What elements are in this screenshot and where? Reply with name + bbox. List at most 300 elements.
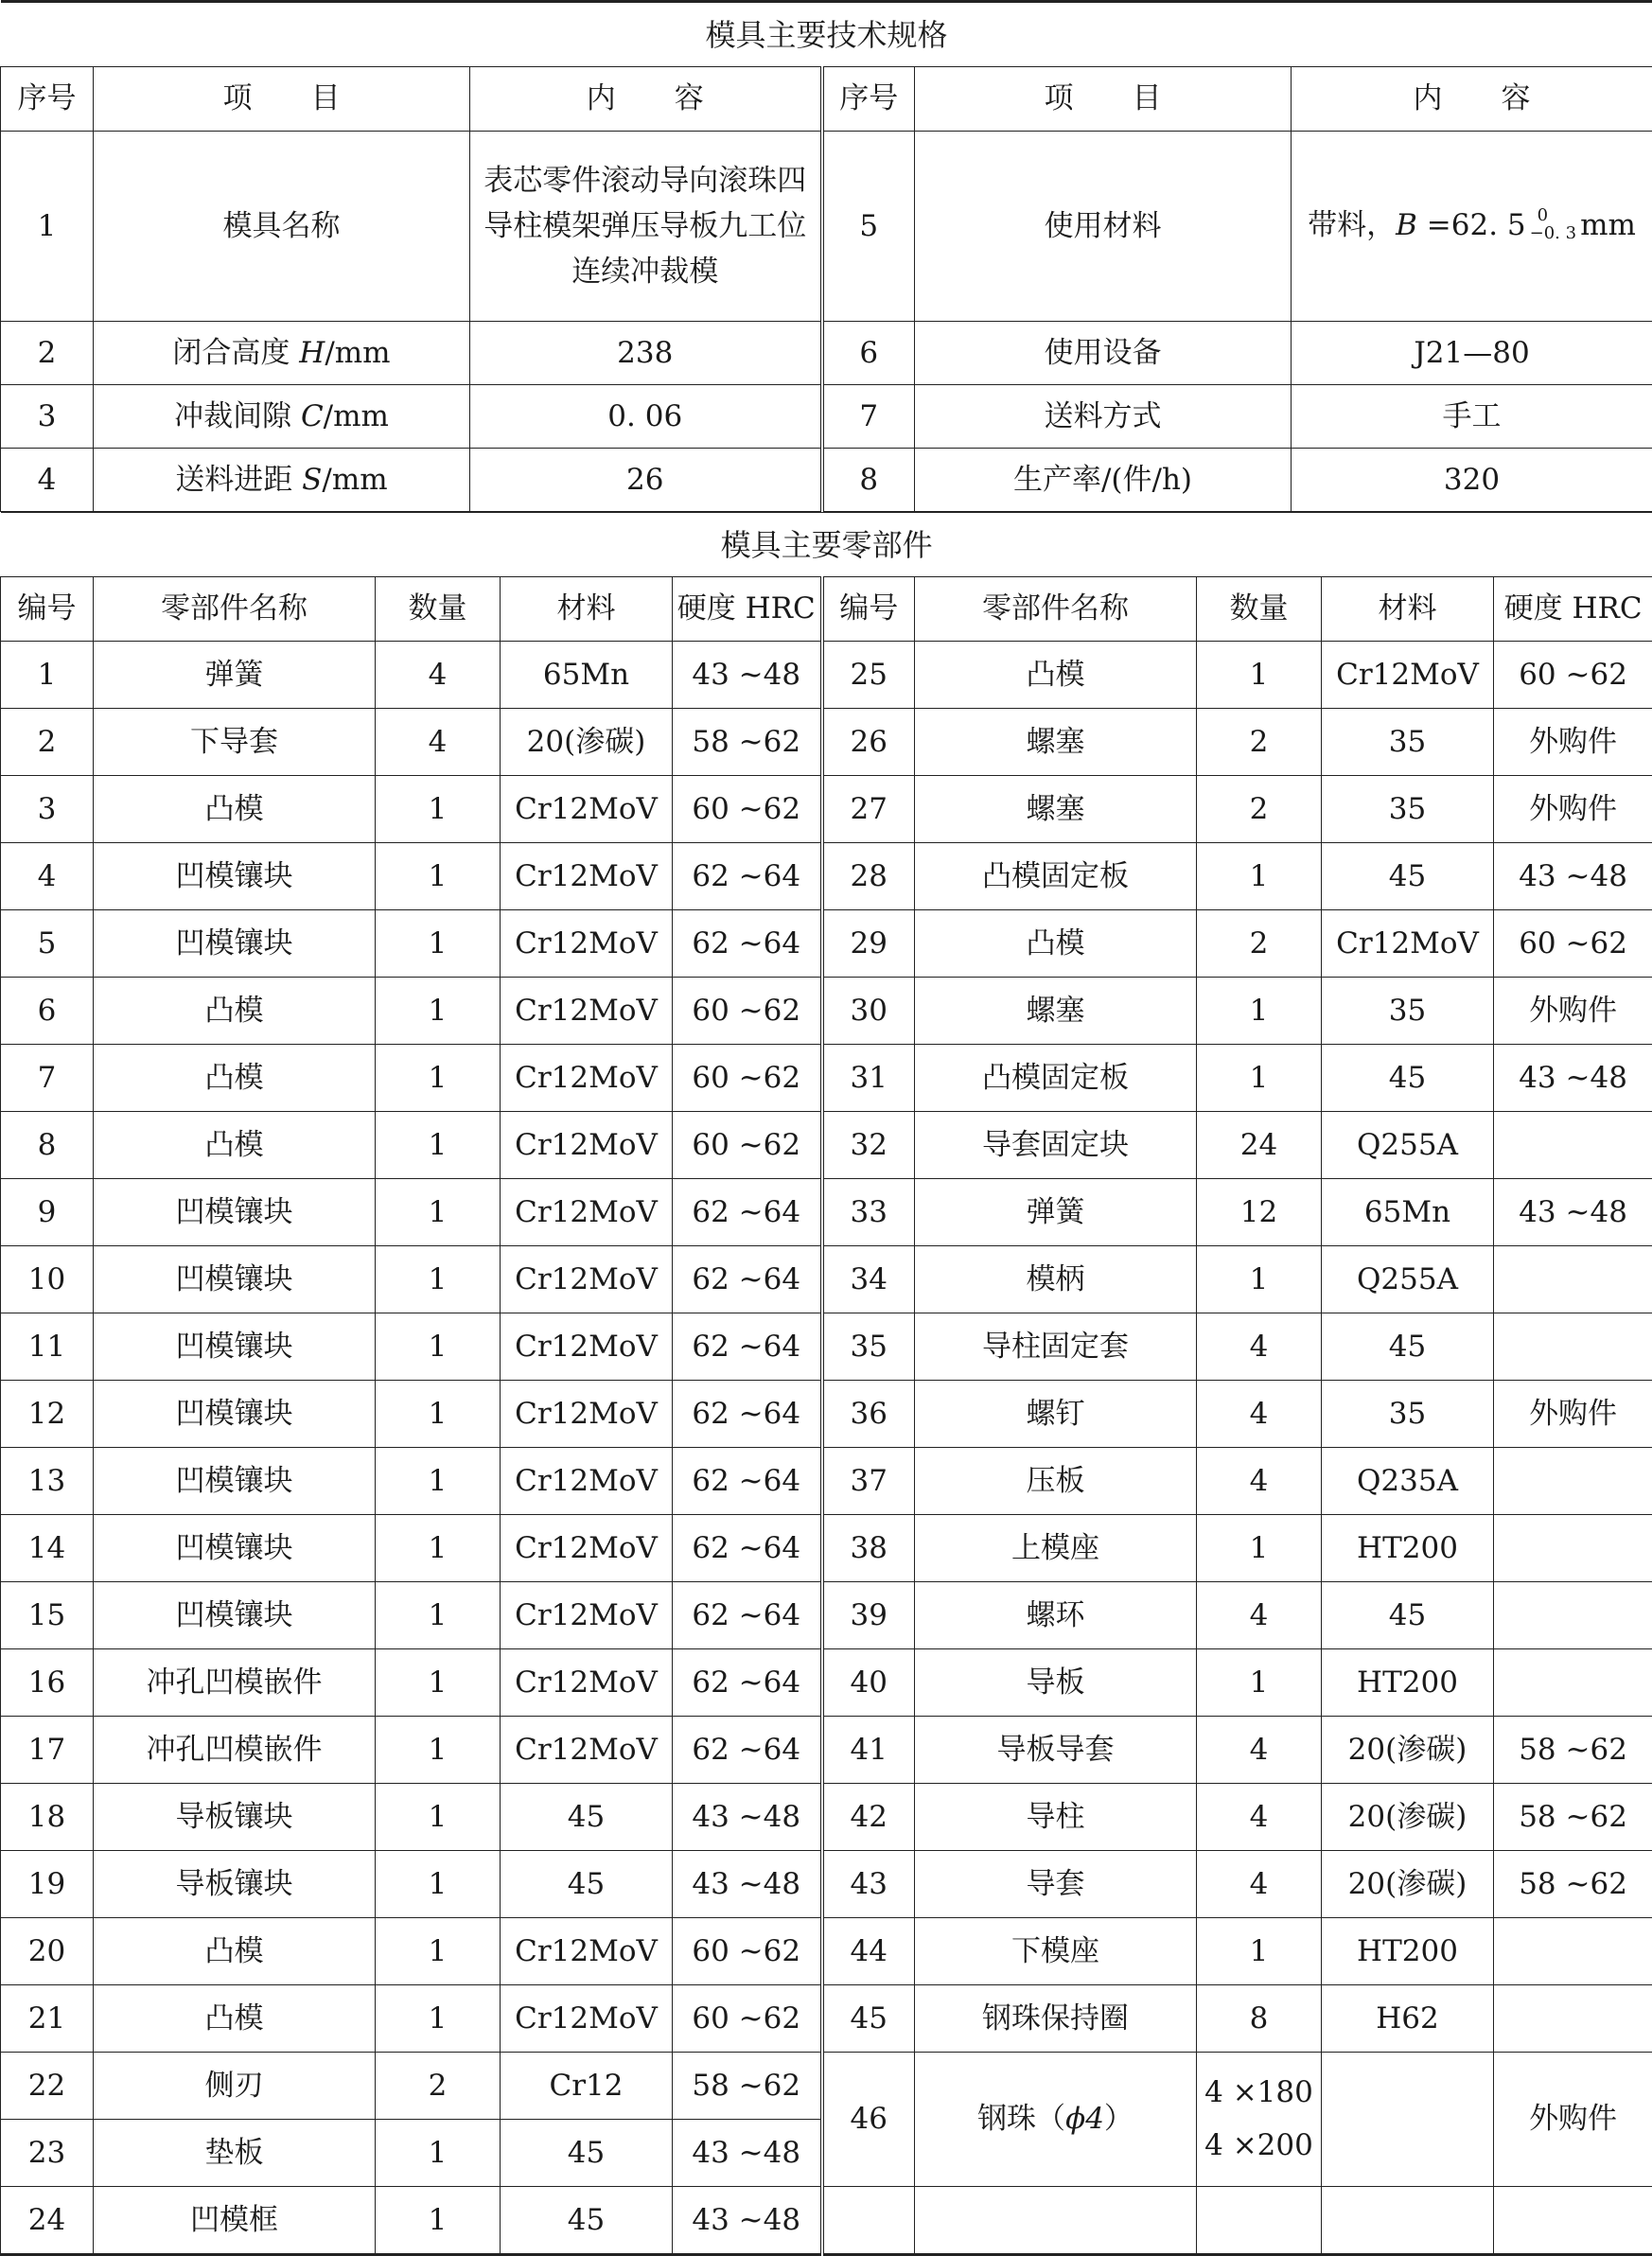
part-hardness — [1494, 1649, 1652, 1717]
part-hardness: 62 ~64 — [673, 1381, 822, 1448]
part-no: 2 — [1, 709, 94, 776]
part-qty: 24 — [1197, 1112, 1322, 1179]
part-no: 36 — [822, 1381, 915, 1448]
part-name: 下导套 — [94, 709, 376, 776]
part-material: 65Mn — [1322, 1179, 1494, 1246]
part-no: 8 — [1, 1112, 94, 1179]
part-name: 导板 — [915, 1649, 1197, 1717]
part-name: 凸模 — [94, 1045, 376, 1112]
part-material: 45 — [501, 2187, 673, 2255]
part-qty: 1 — [376, 978, 501, 1045]
part-material: Cr12MoV — [501, 1045, 673, 1112]
part-name: 模柄 — [915, 1246, 1197, 1313]
parts-body — [1, 642, 1652, 2053]
part-no: 43 — [822, 1851, 915, 1918]
part-hardness: 60 ~62 — [673, 1985, 822, 2053]
part-no: 20 — [1, 1918, 94, 1985]
part-name: 凸模固定板 — [915, 1045, 1197, 1112]
part-name: 凹模框 — [94, 2187, 376, 2255]
part-no: 25 — [822, 642, 915, 709]
part-name: 钢珠保持圈 — [915, 1985, 1197, 2053]
part-material: Q255A — [1322, 1246, 1494, 1313]
part-name: 凸模 — [94, 978, 376, 1045]
table-row — [1, 1649, 1652, 1717]
part-qty: 1 — [376, 1045, 501, 1112]
part-hardness: 62 ~64 — [673, 1448, 822, 1515]
spec-item: 使用材料 — [915, 132, 1292, 322]
part-no: 13 — [1, 1448, 94, 1515]
table-row — [1, 776, 1652, 843]
part-hardness: 外购件 — [1494, 978, 1652, 1045]
part-qty: 12 — [1197, 1179, 1322, 1246]
material-prefix: 带料， — [1308, 208, 1396, 242]
part-no: 39 — [822, 1582, 915, 1649]
table-row — [1, 1985, 1652, 2053]
part-hardness: 外购件 — [1494, 776, 1652, 843]
part-name: 导套固定块 — [915, 1112, 1197, 1179]
part-no: 21 — [1, 1985, 94, 2053]
part-qty: 4 — [1197, 1784, 1322, 1851]
parts-header-hardness: 硬度 HRC — [1494, 577, 1652, 642]
spec-header-item: 项 目 — [94, 67, 470, 132]
parts-header-material: 材料 — [501, 577, 673, 642]
part-material: 45 — [1322, 1045, 1494, 1112]
table-row — [1, 1448, 1652, 1515]
part-no: 14 — [1, 1515, 94, 1582]
part-name: 冲孔凹模嵌件 — [94, 1649, 376, 1717]
part-no: 22 — [1, 2053, 94, 2120]
table-row — [1, 1313, 1652, 1381]
part-hardness: 62 ~64 — [673, 1582, 822, 1649]
part-hardness: 60 ~62 — [673, 776, 822, 843]
empty-cell — [1322, 2187, 1494, 2255]
part-qty: 2 — [376, 2053, 501, 2120]
part-hardness: 43 ~48 — [673, 1851, 822, 1918]
part-qty: 2 — [1197, 910, 1322, 978]
part-material: Cr12MoV — [1322, 642, 1494, 709]
spec-item: 闭合高度 H/mm — [94, 322, 470, 385]
part-hardness: 58 ~62 — [673, 2053, 822, 2120]
spec-content: 26 — [470, 449, 822, 512]
part-material: Cr12MoV — [501, 978, 673, 1045]
table-row — [1, 1515, 1652, 1582]
part-no: 28 — [822, 843, 915, 910]
part-qty: 1 — [376, 1381, 501, 1448]
part-name: 弹簧 — [915, 1179, 1197, 1246]
part-hardness — [1494, 1985, 1652, 2053]
part-material: Cr12MoV — [501, 1649, 673, 1717]
part-qty: 4 — [1197, 1381, 1322, 1448]
width-value: =62. 5 — [1417, 208, 1526, 242]
part-name: 凹模镶块 — [94, 1179, 376, 1246]
table-row — [1, 2053, 1652, 2120]
part-qty: 4 — [1197, 1448, 1322, 1515]
part-material: HT200 — [1322, 1918, 1494, 1985]
parts-header-name: 零部件名称 — [915, 577, 1197, 642]
part-no: 30 — [822, 978, 915, 1045]
part-no: 3 — [1, 776, 94, 843]
part-name: 导柱固定套 — [915, 1313, 1197, 1381]
part-no: 29 — [822, 910, 915, 978]
part-qty: 4 — [1197, 1582, 1322, 1649]
spec-header-no: 序号 — [822, 67, 915, 132]
part-qty: 1 — [376, 1784, 501, 1851]
part-material: Cr12MoV — [501, 1112, 673, 1179]
parts-header-name: 零部件名称 — [94, 577, 376, 642]
spec-content: 表芯零件滚动导向滚珠四导柱模架弹压导板九工位连续冲裁模 — [470, 132, 822, 322]
part-hardness: 62 ~64 — [673, 1179, 822, 1246]
width-variable: B — [1396, 208, 1417, 242]
part-material: 45 — [501, 1784, 673, 1851]
part-material: Cr12MoV — [501, 910, 673, 978]
part-qty: 1 — [376, 2120, 501, 2187]
part-name: 螺塞 — [915, 776, 1197, 843]
part-hardness: 外购件 — [1494, 1381, 1652, 1448]
part-no: 4 — [1, 843, 94, 910]
part-qty: 1 — [1197, 843, 1322, 910]
part-qty: 1 — [1197, 1918, 1322, 1985]
part-name: 垫板 — [94, 2120, 376, 2187]
spec-content: J21—80 — [1292, 322, 1652, 385]
part-hardness: 62 ~64 — [673, 1313, 822, 1381]
part-hardness: 58 ~62 — [1494, 1784, 1652, 1851]
tolerance-lower: −0. 3 — [1530, 224, 1576, 243]
part-qty: 1 — [1197, 1649, 1322, 1717]
part-qty: 1 — [376, 1717, 501, 1784]
part-qty: 1 — [376, 1649, 501, 1717]
spec-content: 238 — [470, 322, 822, 385]
part-qty: 1 — [376, 843, 501, 910]
table-row — [1, 978, 1652, 1045]
part-no: 26 — [822, 709, 915, 776]
spec-item: 冲裁间隙 C/mm — [94, 385, 470, 449]
part-qty: 4 — [1197, 1313, 1322, 1381]
spec-header-no: 序号 — [1, 67, 94, 132]
part-hardness: 60 ~62 — [673, 978, 822, 1045]
part-material: Cr12MoV — [501, 1179, 673, 1246]
part-qty: 1 — [1197, 1515, 1322, 1582]
part-material: 45 — [1322, 1582, 1494, 1649]
spec-row — [1, 132, 1652, 322]
part-name: 冲孔凹模嵌件 — [94, 1717, 376, 1784]
part-qty: 2 — [1197, 776, 1322, 843]
part-name: 凹模镶块 — [94, 1246, 376, 1313]
part-material: 45 — [501, 2120, 673, 2187]
part-hardness — [1494, 1313, 1652, 1381]
part-no: 17 — [1, 1717, 94, 1784]
part-qty: 1 — [376, 1515, 501, 1582]
parts-header-no: 编号 — [822, 577, 915, 642]
part-material: Cr12MoV — [501, 776, 673, 843]
part-hardness: 43 ~48 — [673, 2187, 822, 2255]
parts-header-qty: 数量 — [376, 577, 501, 642]
part-hardness: 43 ~48 — [1494, 1179, 1652, 1246]
part-material: 20(渗碳) — [1322, 1717, 1494, 1784]
part-material: 45 — [1322, 1313, 1494, 1381]
part-hardness: 62 ~64 — [673, 1717, 822, 1784]
part-qty: 1 — [376, 1313, 501, 1381]
table-row — [1, 1784, 1652, 1851]
table-row — [1, 910, 1652, 978]
part-no: 32 — [822, 1112, 915, 1179]
tolerance-upper: 0 — [1530, 206, 1576, 225]
part-hardness: 58 ~62 — [1494, 1851, 1652, 1918]
part-hardness — [1494, 1246, 1652, 1313]
part-no: 10 — [1, 1246, 94, 1313]
part-material: Cr12MoV — [501, 1582, 673, 1649]
width-unit: mm — [1580, 208, 1636, 242]
spec-content: 320 — [1292, 449, 1652, 512]
spec-row — [1, 385, 1652, 449]
part-no: 9 — [1, 1179, 94, 1246]
part-name: 上模座 — [915, 1515, 1197, 1582]
table-row — [1, 1246, 1652, 1313]
part-name: 导板镶块 — [94, 1851, 376, 1918]
table-row — [1, 1179, 1652, 1246]
part-no: 45 — [822, 1985, 915, 2053]
part-qty: 4 — [1197, 1717, 1322, 1784]
empty-cell — [915, 2187, 1197, 2255]
part-material: 35 — [1322, 978, 1494, 1045]
part-qty: 4 — [376, 642, 501, 709]
part-hardness: 60 ~62 — [1494, 910, 1652, 978]
part-material: 20(渗碳) — [1322, 1784, 1494, 1851]
part-hardness: 60 ~62 — [1494, 642, 1652, 709]
spec-item: 使用设备 — [915, 322, 1292, 385]
part-no: 37 — [822, 1448, 915, 1515]
part-no: 23 — [1, 2120, 94, 2187]
part-name: 凹模镶块 — [94, 1582, 376, 1649]
part-hardness: 58 ~62 — [1494, 1717, 1652, 1784]
part-name: 导板镶块 — [94, 1784, 376, 1851]
table-row — [1, 2187, 1652, 2255]
part-name: 凹模镶块 — [94, 910, 376, 978]
part-name: 螺塞 — [915, 978, 1197, 1045]
empty-cell — [1494, 2187, 1652, 2255]
spec-item: 模具名称 — [94, 132, 470, 322]
part-hardness: 43 ~48 — [1494, 843, 1652, 910]
part-material: Cr12MoV — [1322, 910, 1494, 978]
spec-row — [1, 322, 1652, 385]
spec-no: 1 — [1, 132, 94, 322]
part-no: 46 — [822, 2053, 915, 2187]
part-hardness: 60 ~62 — [673, 1112, 822, 1179]
part-no: 7 — [1, 1045, 94, 1112]
part-material — [1322, 2053, 1494, 2187]
part-material: Q235A — [1322, 1448, 1494, 1515]
spec-header-content: 内 容 — [1292, 67, 1652, 132]
part-name: 凹模镶块 — [94, 1448, 376, 1515]
spec-no: 8 — [822, 449, 915, 512]
tolerance — [1530, 206, 1576, 244]
part-name: 凸模固定板 — [915, 843, 1197, 910]
table-row — [1, 1717, 1652, 1784]
table-row — [1, 1918, 1652, 1985]
part-hardness: 外购件 — [1494, 709, 1652, 776]
part-material: Cr12MoV — [501, 843, 673, 910]
part-name: 凹模镶块 — [94, 1381, 376, 1448]
spec-no: 2 — [1, 322, 94, 385]
part-name: 凸模 — [94, 1918, 376, 1985]
part-material: Cr12MoV — [501, 1515, 673, 1582]
spec-no: 3 — [1, 385, 94, 449]
spec-header-row — [1, 67, 1652, 132]
part-name: 导板导套 — [915, 1717, 1197, 1784]
part-qty: 1 — [376, 776, 501, 843]
part-no: 5 — [1, 910, 94, 978]
table-row — [1, 843, 1652, 910]
part-name: 凹模镶块 — [94, 843, 376, 910]
part-hardness: 外购件 — [1494, 2053, 1652, 2187]
part-name: 凸模 — [94, 1985, 376, 2053]
part-no: 41 — [822, 1717, 915, 1784]
part-no: 44 — [822, 1918, 915, 1985]
part-qty: 4 — [1197, 1851, 1322, 1918]
part-material: Q255A — [1322, 1112, 1494, 1179]
part-material: HT200 — [1322, 1515, 1494, 1582]
table-row — [1, 709, 1652, 776]
part-hardness: 60 ~62 — [673, 1918, 822, 1985]
spec-header-item: 项 目 — [915, 67, 1292, 132]
table-row — [1, 1045, 1652, 1112]
part-qty: 1 — [376, 1179, 501, 1246]
empty-cell — [1197, 2187, 1322, 2255]
part-no: 6 — [1, 978, 94, 1045]
part-qty: 4 — [376, 709, 501, 776]
part-qty: 1 — [376, 1112, 501, 1179]
part-material: HT200 — [1322, 1649, 1494, 1717]
part-hardness: 58 ~62 — [673, 709, 822, 776]
part-material: 20(渗碳) — [1322, 1851, 1494, 1918]
part-qty: 1 — [376, 2187, 501, 2255]
spec-no: 6 — [822, 322, 915, 385]
part-no: 27 — [822, 776, 915, 843]
part-qty: 1 — [1197, 1246, 1322, 1313]
part-name: 凸模 — [94, 1112, 376, 1179]
part-no: 40 — [822, 1649, 915, 1717]
part-qty: 1 — [376, 1246, 501, 1313]
part-material: 45 — [1322, 843, 1494, 910]
table-row — [1, 642, 1652, 709]
part-name: 螺环 — [915, 1582, 1197, 1649]
part-hardness: 43 ~48 — [1494, 1045, 1652, 1112]
spec-content-material — [1292, 132, 1652, 322]
part-name: 凸模 — [915, 910, 1197, 978]
part-material: 20(渗碳) — [501, 709, 673, 776]
part-material: 45 — [501, 1851, 673, 1918]
part-no: 24 — [1, 2187, 94, 2255]
part-no: 16 — [1, 1649, 94, 1717]
part-no: 34 — [822, 1246, 915, 1313]
part-material: 65Mn — [501, 642, 673, 709]
table-row — [1, 1851, 1652, 1918]
part-name: 导套 — [915, 1851, 1197, 1918]
spec-no: 4 — [1, 449, 94, 512]
part-name: 导柱 — [915, 1784, 1197, 1851]
empty-cell — [822, 2187, 915, 2255]
parts-header-material: 材料 — [1322, 577, 1494, 642]
part-hardness: 43 ~48 — [673, 2120, 822, 2187]
spec-no: 5 — [822, 132, 915, 322]
part-qty: 1 — [376, 1918, 501, 1985]
parts-header-qty: 数量 — [1197, 577, 1322, 642]
part-name: 下模座 — [915, 1918, 1197, 1985]
part-hardness — [1494, 1515, 1652, 1582]
parts-header-no: 编号 — [1, 577, 94, 642]
part-hardness — [1494, 1448, 1652, 1515]
part-hardness: 62 ~64 — [673, 843, 822, 910]
spec-item: 送料方式 — [915, 385, 1292, 449]
part-material: Cr12MoV — [501, 1381, 673, 1448]
part-name: 钢珠（ϕ4） — [915, 2053, 1197, 2187]
part-no: 1 — [1, 642, 94, 709]
part-qty: 2 — [1197, 709, 1322, 776]
part-hardness: 62 ~64 — [673, 910, 822, 978]
part-material: 35 — [1322, 1381, 1494, 1448]
part-no: 35 — [822, 1313, 915, 1381]
part-qty: 4 ×180 4 ×200 — [1197, 2053, 1322, 2187]
part-no: 19 — [1, 1851, 94, 1918]
part-name: 侧刃 — [94, 2053, 376, 2120]
part-hardness — [1494, 1582, 1652, 1649]
part-no: 12 — [1, 1381, 94, 1448]
part-material: Cr12MoV — [501, 1313, 673, 1381]
part-hardness: 43 ~48 — [673, 1784, 822, 1851]
part-no: 42 — [822, 1784, 915, 1851]
part-name: 凸模 — [94, 776, 376, 843]
table-row — [1, 1582, 1652, 1649]
spec-title: 模具主要技术规格 — [1, 2, 1652, 67]
part-qty: 8 — [1197, 1985, 1322, 2053]
part-material: Cr12 — [501, 2053, 673, 2120]
part-name: 凹模镶块 — [94, 1515, 376, 1582]
part-material: Cr12MoV — [501, 1448, 673, 1515]
part-qty: 1 — [1197, 642, 1322, 709]
part-qty: 1 — [1197, 1045, 1322, 1112]
part-hardness: 60 ~62 — [673, 1045, 822, 1112]
part-material: 35 — [1322, 776, 1494, 843]
part-name: 弹簧 — [94, 642, 376, 709]
spec-row — [1, 449, 1652, 512]
part-qty: 1 — [376, 1582, 501, 1649]
part-material: Cr12MoV — [501, 1918, 673, 1985]
part-material: Cr12MoV — [501, 1717, 673, 1784]
spec-content: 手工 — [1292, 385, 1652, 449]
part-qty: 1 — [1197, 978, 1322, 1045]
part-material: H62 — [1322, 1985, 1494, 2053]
part-hardness: 62 ~64 — [673, 1246, 822, 1313]
part-name: 凹模镶块 — [94, 1313, 376, 1381]
parts-title: 模具主要零部件 — [1, 513, 1652, 577]
part-qty: 1 — [376, 1448, 501, 1515]
spec-content: 0. 06 — [470, 385, 822, 449]
part-name: 螺塞 — [915, 709, 1197, 776]
part-no: 33 — [822, 1179, 915, 1246]
part-no: 15 — [1, 1582, 94, 1649]
part-qty: 1 — [376, 910, 501, 978]
part-no: 38 — [822, 1515, 915, 1582]
parts-header-row — [1, 577, 1652, 642]
part-no: 18 — [1, 1784, 94, 1851]
part-no: 11 — [1, 1313, 94, 1381]
part-name: 螺钉 — [915, 1381, 1197, 1448]
part-name: 压板 — [915, 1448, 1197, 1515]
part-material: Cr12MoV — [501, 1246, 673, 1313]
part-qty: 1 — [376, 1985, 501, 2053]
table-row — [1, 1381, 1652, 1448]
part-material: 35 — [1322, 709, 1494, 776]
part-hardness — [1494, 1112, 1652, 1179]
